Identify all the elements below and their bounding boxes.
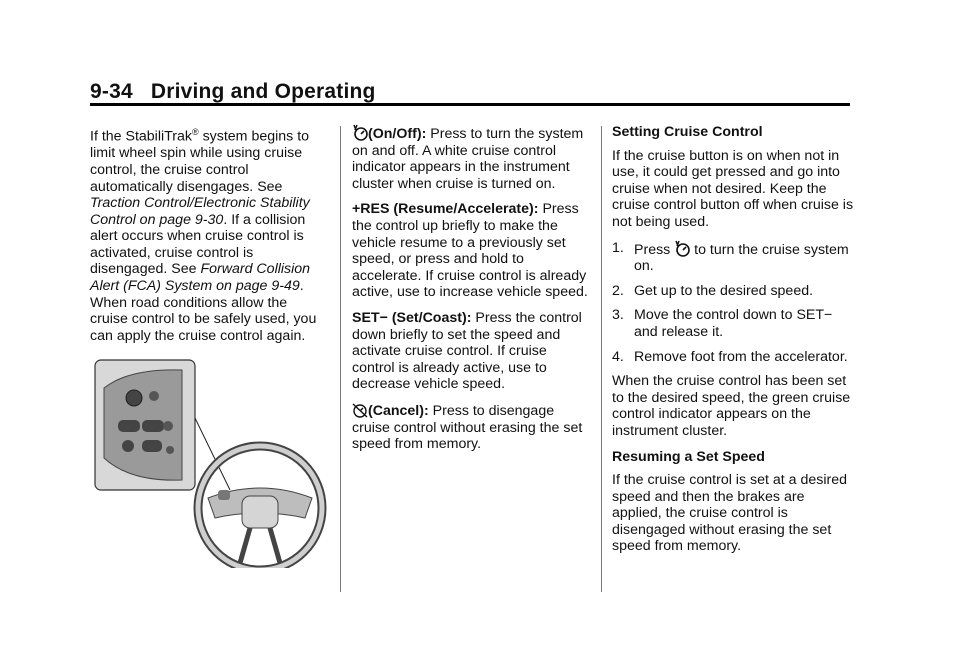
page-number: 9-34 — [90, 80, 133, 103]
set-speed-paragraph: When the cruise control has been set to the desired speed, the green cruise control indicator appears on the instrument cluster. — [612, 373, 851, 439]
step-number: 1. — [612, 239, 624, 256]
list-item — [612, 240, 857, 275]
setting-steps-list — [612, 240, 857, 366]
resume-paragraph-2: If the cruise control is set at a desired speed and then the brakes are applied, the cruise control is disengaged without erasing the set speed from memory. — [612, 472, 847, 555]
step-text: Press — [634, 241, 675, 258]
column-divider-2 — [601, 126, 602, 592]
cancel-label: (Cancel): — [368, 402, 429, 419]
cancel-text: Press to disengage cruise control without erasing the set speed from memory. — [352, 402, 583, 453]
step-number: 3. — [612, 307, 624, 324]
resume-text: Press the control up briefly to make the vehicle resume to a previously set speed, or press and hold to accelerate. If cruise control is already active, use to increase vehicle speed. — [352, 201, 588, 301]
resuming-heading: Resuming a Set Speed — [612, 448, 765, 465]
step-number: 2. — [612, 282, 624, 299]
header-rule — [90, 103, 850, 106]
cruise-control-icon — [352, 124, 368, 141]
set-paragraph — [352, 310, 590, 393]
fca-link[interactable]: Forward Collision Alert (FCA) System on page 9-49 — [90, 261, 311, 295]
list-item — [612, 283, 857, 300]
step-text: Remove foot from the accelerator. — [634, 348, 848, 365]
setting-cruise-heading: Setting Cruise Control — [612, 124, 763, 140]
traction-control-link[interactable]: Traction Control/Electronic Stability Control on page 9-30 — [90, 195, 310, 228]
registered-mark: ® — [191, 127, 199, 137]
step-text: to turn the cruise system on. — [634, 241, 849, 275]
onoff-text: Press to turn the system on and off. A white cruise control indicator appears in the instrument cluster when cruise is turned on. — [352, 126, 584, 192]
column-2 — [352, 124, 590, 462]
section-title: Driving and Operating — [150, 80, 376, 103]
step-number: 4. — [612, 348, 624, 365]
stabilitrak-paragraph — [90, 124, 325, 344]
column-1 — [90, 124, 325, 353]
steering-wheel-controls-figure — [90, 358, 330, 568]
step-text: Get up to the desired speed. — [634, 282, 814, 299]
text-run: . When road conditions allow the cruise control to be safely used, you can apply the cruise control again. — [90, 278, 317, 344]
column-3 — [612, 124, 857, 564]
onoff-label: (On/Off): — [368, 126, 427, 142]
page-header — [90, 80, 376, 104]
onoff-paragraph — [352, 124, 590, 192]
cruise-control-icon — [674, 240, 690, 257]
cancel-paragraph — [352, 402, 590, 453]
cruise-button-paragraph: If the cruise button is on when not in use, it could get pressed and go into cruise when not desired. Keep the cruise control button off when cruise is not being used. — [612, 147, 854, 230]
list-item — [612, 307, 857, 340]
resume-paragraph — [352, 201, 590, 301]
set-text: Press the control down briefly to set the speed and activate cruise control. If cruise control is already active, use to decrease vehicle speed. — [352, 309, 582, 393]
text-run: . If a collision alert occurs when cruise control is activated, cruise control is disengaged. See — [90, 211, 306, 278]
step-text: Move the control down to SET− and release it. — [634, 307, 833, 340]
text-run: system begins to limit wheel spin while using cruise control, the cruise control automatically disengages. See — [90, 128, 310, 195]
text-run: If the StabiliTrak — [90, 128, 192, 145]
column-divider-1 — [340, 126, 341, 592]
resume-label: +RES (Resume/Accelerate): — [352, 201, 539, 218]
list-item — [612, 349, 857, 366]
set-label: SET− (Set/Coast): — [352, 309, 472, 326]
cruise-cancel-icon — [352, 402, 368, 418]
